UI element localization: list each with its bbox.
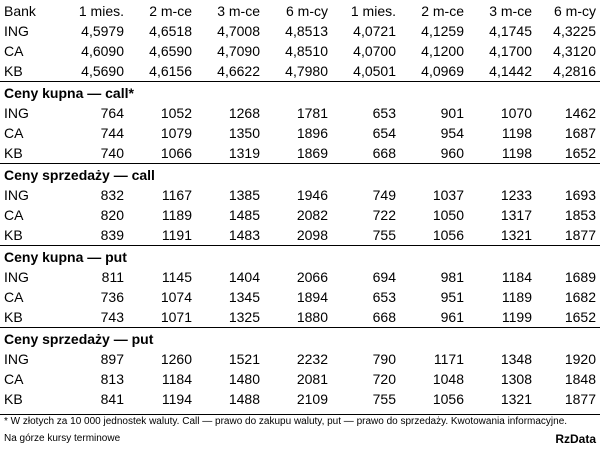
value-cell: 4,6622 [217,63,260,79]
value-cell: 720 [372,371,396,387]
value-cell: 4,1259 [421,23,464,39]
table-row [0,225,600,246]
table-row [0,103,600,123]
value-cell: 811 [101,269,124,285]
value-cell: 4,8510 [285,43,328,59]
source-label: RzData [555,432,596,446]
value-cell: 668 [372,145,396,161]
value-cell: 4,2816 [553,63,596,79]
value-cell: 1052 [160,105,192,121]
value-cell: 1687 [564,125,596,141]
bank-name-cell: ING [4,23,29,39]
table-row [0,185,600,205]
header-row [0,0,600,21]
bank-name-cell: KB [4,145,23,161]
value-cell: 668 [372,309,396,325]
bank-name-cell: KB [4,227,23,243]
value-cell: 744 [100,125,124,141]
value-cell: 1853 [564,207,596,223]
value-cell: 654 [372,125,396,141]
value-cell: 1946 [296,187,328,203]
value-cell: 1325 [228,309,260,325]
table-row [0,41,600,61]
bank-name-cell: KB [4,309,23,325]
value-cell: 1268 [228,105,260,121]
value-cell: 1896 [296,125,328,141]
table-row [0,123,600,143]
value-cell: 1848 [564,371,596,387]
table-row [0,61,600,82]
section-title: Ceny sprzedaży — call [0,164,600,186]
section-header-row [0,82,600,104]
value-cell: 901 [440,105,464,121]
value-cell: 1385 [228,187,260,203]
value-cell: 4,5979 [81,23,124,39]
value-cell: 4,7980 [285,63,328,79]
value-cell: 1877 [564,391,596,407]
value-cell: 1480 [228,371,260,387]
value-cell: 2082 [296,207,328,223]
value-cell: 1348 [500,351,532,367]
value-cell: 1483 [228,227,260,243]
value-cell: 820 [100,207,124,223]
value-cell: 954 [440,125,464,141]
value-cell: 1074 [160,289,192,305]
value-cell: 1050 [432,207,464,223]
value-cell: 1488 [228,391,260,407]
value-cell: 1194 [161,391,192,407]
section-header-row [0,164,600,186]
value-cell: 4,1200 [421,43,464,59]
value-cell: 1198 [501,145,532,161]
value-cell: 1880 [296,309,328,325]
value-cell: 4,0501 [353,63,396,79]
value-cell: 1037 [432,187,464,203]
value-cell: 4,1442 [489,63,532,79]
value-cell: 790 [372,351,396,367]
value-cell: 960 [440,145,464,161]
section-title: Ceny sprzedaży — put [0,328,600,350]
value-cell: 1048 [432,371,464,387]
value-cell: 4,1745 [489,23,532,39]
bank-name-cell: CA [4,43,24,59]
value-cell: 1781 [296,105,328,121]
value-cell: 4,0969 [421,63,464,79]
value-cell: 743 [100,309,124,325]
bank-column-header: Bank [4,2,36,19]
table-row [0,307,600,328]
value-cell: 1145 [161,269,192,285]
value-cell: 1877 [564,227,596,243]
top-note: Na górze kursy terminowe [4,433,121,444]
column-header: 3 m-ce [489,2,532,19]
table-row [0,287,600,307]
bank-name-cell: CA [4,371,24,387]
footnote: * W złotych za 10 000 jednostek waluty. Call — prawo do zakupu waluty, put — prawo do sprzedaży. Kwotowania informacyjne. [0,414,600,429]
column-header: 1 mies. [350,2,396,19]
value-cell: 1920 [564,351,596,367]
bank-name-cell: CA [4,207,24,223]
value-cell: 1066 [160,145,192,161]
value-cell: 694 [372,269,396,285]
bank-name-cell: CA [4,289,24,305]
value-cell: 1071 [160,309,192,325]
value-cell: 1321 [500,391,532,407]
bank-name-cell: ING [4,351,29,367]
value-cell: 1869 [296,145,328,161]
value-cell: 841 [100,391,124,407]
section-title: Ceny kupna — put [0,246,600,268]
footer-bottom [0,430,600,448]
value-cell: 1191 [161,227,192,243]
value-cell: 4,3120 [553,43,596,59]
table-row [0,205,600,225]
value-cell: 1689 [564,269,596,285]
value-cell: 755 [372,227,396,243]
bank-name-cell: CA [4,125,24,141]
value-cell: 1260 [160,351,192,367]
value-cell: 1652 [564,145,596,161]
value-cell: 1485 [228,207,260,223]
value-cell: 1199 [501,309,532,325]
value-cell: 736 [100,289,124,305]
table-row [0,349,600,369]
value-cell: 1350 [228,125,260,141]
section-header-row [0,246,600,268]
value-cell: 4,1700 [489,43,532,59]
value-cell: 839 [100,227,124,243]
value-cell: 1167 [161,187,192,203]
value-cell: 2232 [296,351,328,367]
value-cell: 961 [440,309,464,325]
column-header: 2 m-ce [421,2,464,19]
value-cell: 1233 [500,187,532,203]
value-cell: 755 [372,391,396,407]
value-cell: 1404 [228,269,260,285]
bank-name-cell: ING [4,105,29,121]
value-cell: 1056 [432,227,464,243]
value-cell: 951 [440,289,464,305]
table-row [0,369,600,389]
column-header: 6 m-cy [554,2,596,19]
value-cell: 1171 [433,351,464,367]
value-cell: 1184 [161,371,192,387]
value-cell: 1521 [228,351,260,367]
value-cell: 4,7008 [217,23,260,39]
value-cell: 1345 [228,289,260,305]
value-cell: 740 [100,145,124,161]
value-cell: 832 [100,187,124,203]
bank-name-cell: KB [4,391,23,407]
value-cell: 4,8513 [285,23,328,39]
section-header-row [0,328,600,350]
value-cell: 653 [372,289,396,305]
value-cell: 4,0721 [353,23,396,39]
value-cell: 4,6518 [149,23,192,39]
value-cell: 897 [100,351,124,367]
value-cell: 981 [440,269,464,285]
value-cell: 1189 [501,289,532,305]
bank-name-cell: ING [4,187,29,203]
value-cell: 813 [100,371,124,387]
value-cell: 4,0700 [353,43,396,59]
value-cell: 722 [372,207,396,223]
value-cell: 1894 [296,289,328,305]
table-row [0,143,600,164]
value-cell: 1317 [500,207,532,223]
value-cell: 1308 [500,371,532,387]
value-cell: 1056 [432,391,464,407]
value-cell: 1079 [160,125,192,141]
bank-name-cell: KB [4,63,23,79]
value-cell: 2109 [296,391,328,407]
value-cell: 1693 [564,187,596,203]
value-cell: 653 [372,105,396,121]
value-cell: 4,6090 [81,43,124,59]
value-cell: 1189 [161,207,192,223]
value-cell: 4,6590 [149,43,192,59]
value-cell: 2066 [296,269,328,285]
value-cell: 4,3225 [553,23,596,39]
value-cell: 1198 [501,125,532,141]
column-header: 2 m-ce [149,2,192,19]
value-cell: 749 [372,187,396,203]
value-cell: 2081 [296,371,328,387]
section-title: Ceny kupna — call* [0,82,600,104]
value-cell: 1321 [500,227,532,243]
column-header: 6 m-cy [286,2,328,19]
value-cell: 4,5690 [81,63,124,79]
value-cell: 764 [100,105,124,121]
table-row [0,267,600,287]
table-row [0,21,600,41]
value-cell: 1652 [564,309,596,325]
column-header: 1 mies. [78,2,124,19]
value-cell: 4,7090 [217,43,260,59]
value-cell: 1070 [500,105,532,121]
value-cell: 4,6156 [149,63,192,79]
value-cell: 1319 [228,145,260,161]
value-cell: 1184 [501,269,532,285]
value-cell: 1682 [564,289,596,305]
column-header: 3 m-ce [217,2,260,19]
value-cell: 2098 [296,227,328,243]
table-row [0,389,600,409]
value-cell: 1462 [564,105,596,121]
bank-name-cell: ING [4,269,29,285]
